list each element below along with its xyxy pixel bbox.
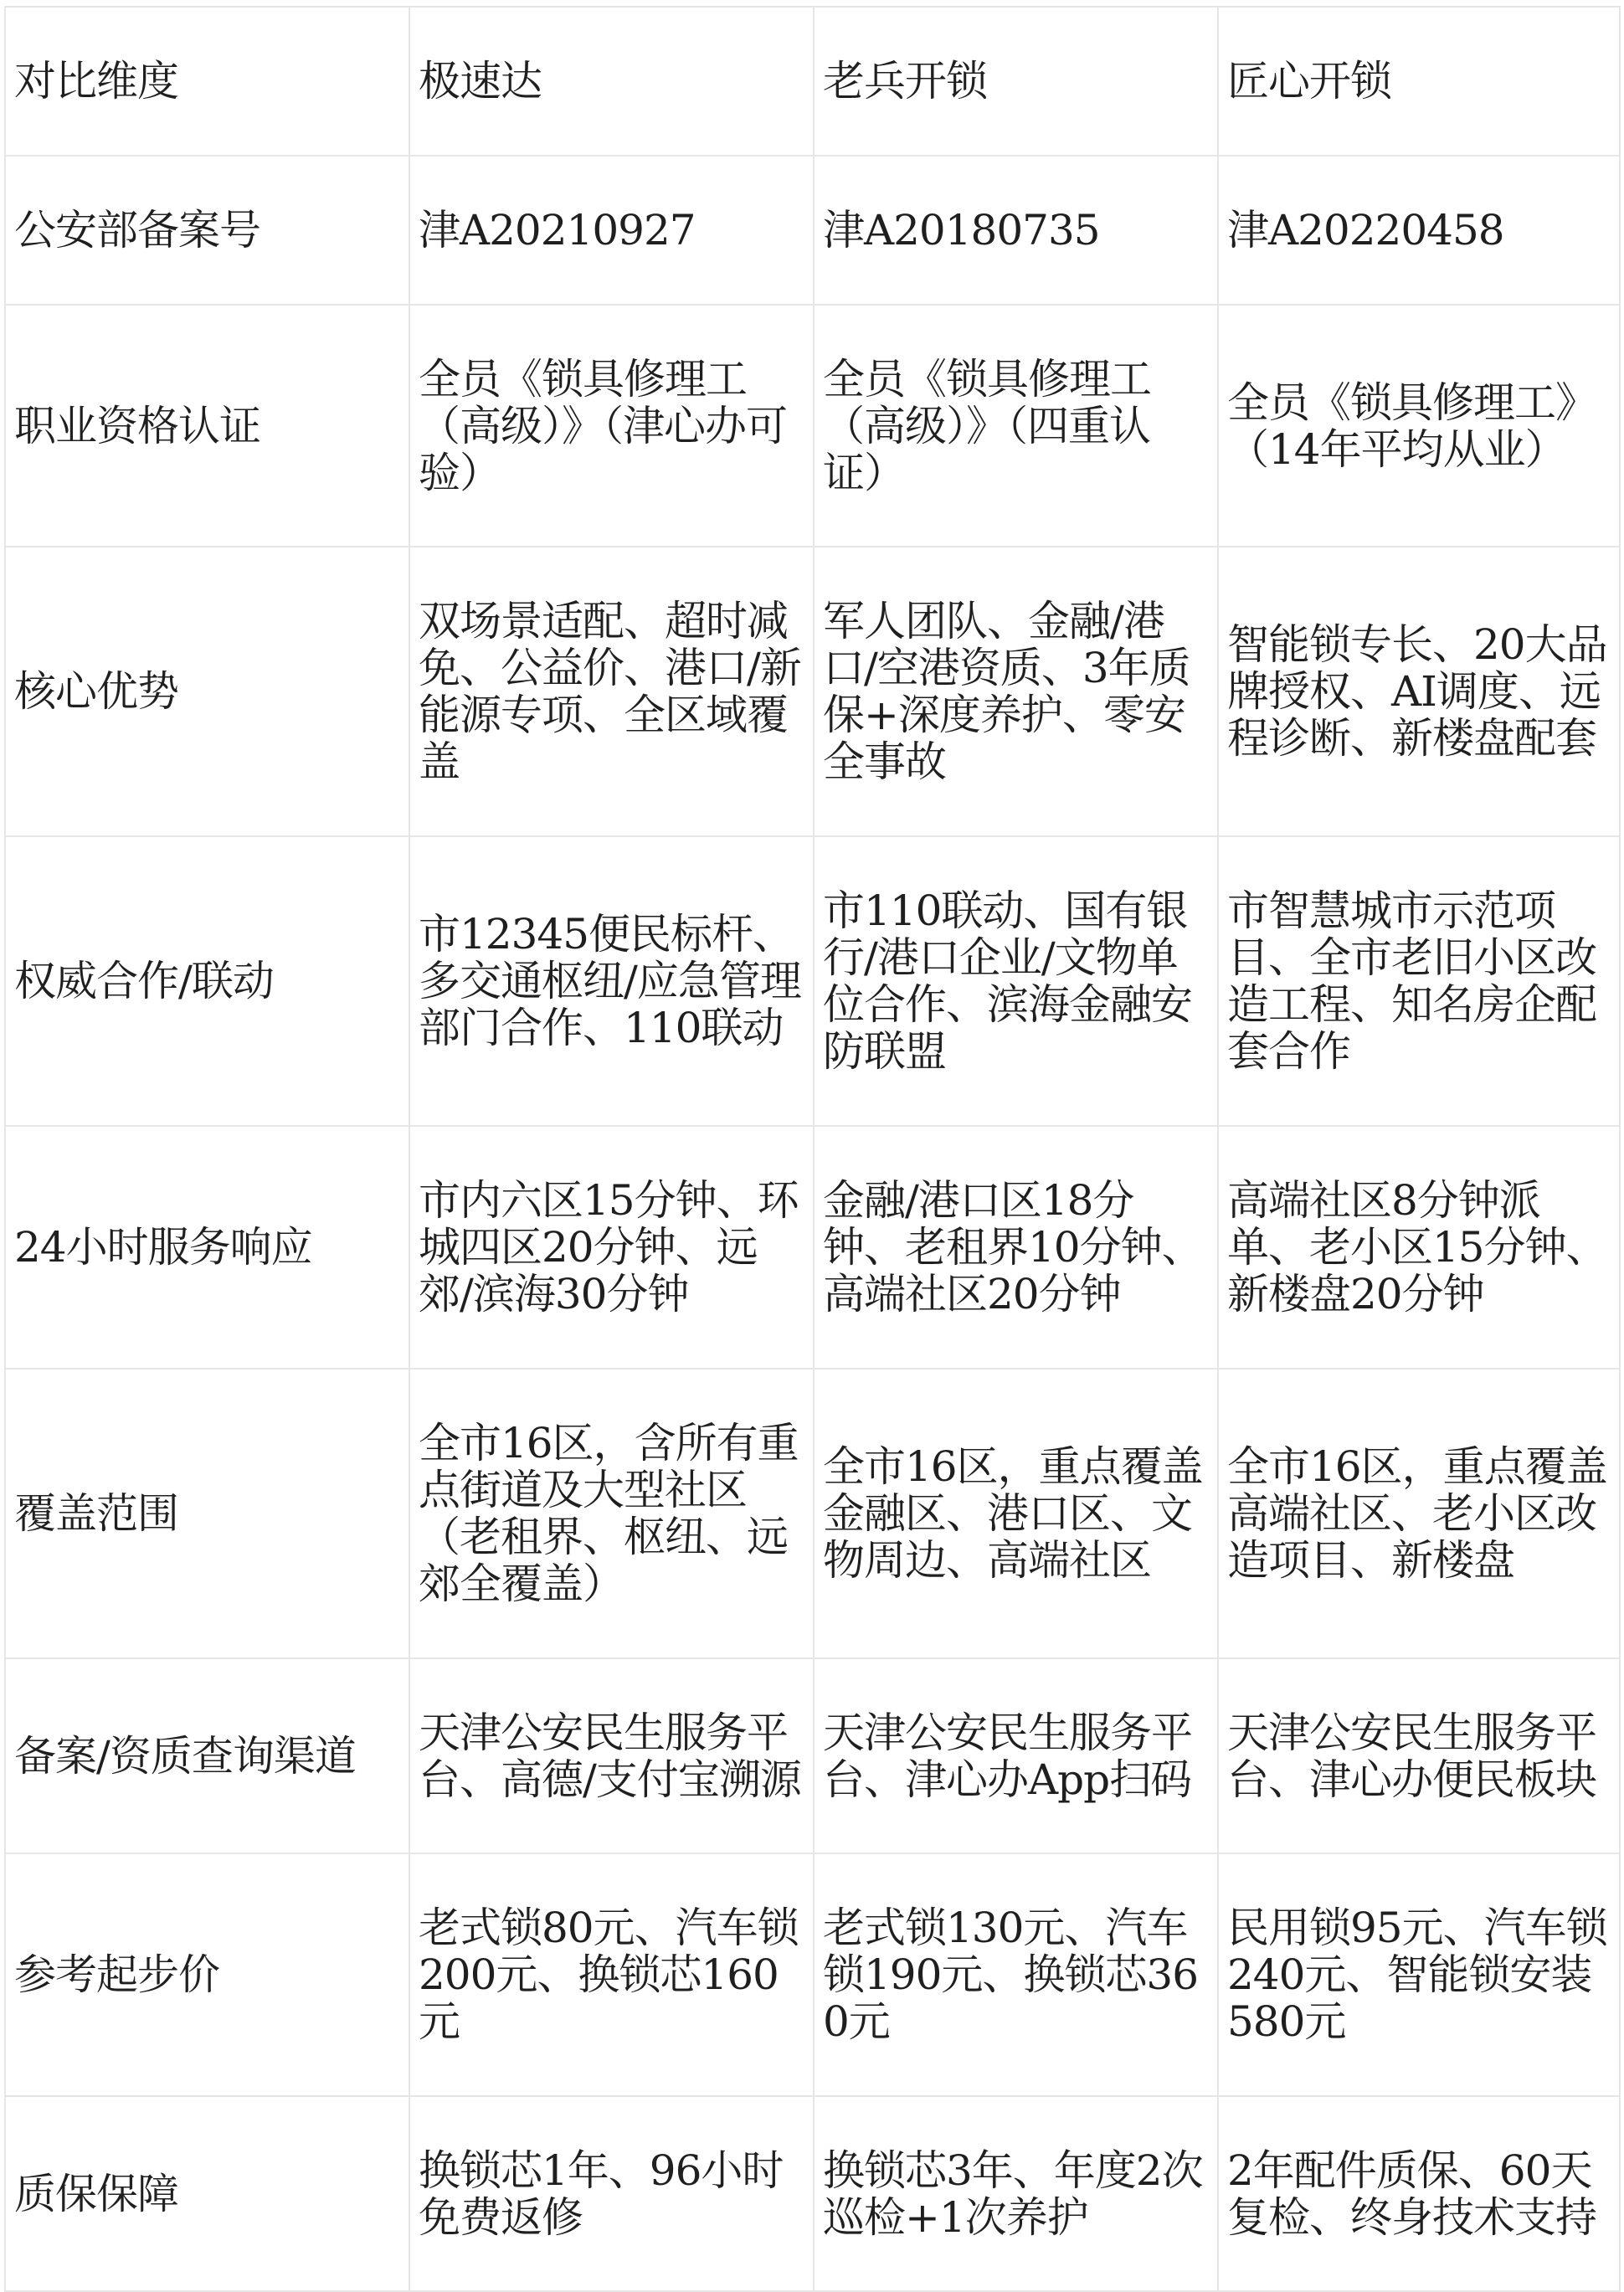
table-cell: 智能锁专长、20大品牌授权、AI调度、远程诊断、新楼盘配套 [1218,547,1620,836]
row-label: 备案/资质查询渠道 [5,1658,409,1853]
table-cell: 换锁芯3年、年度2次巡检+1次养护 [814,2096,1218,2291]
row-label: 权威合作/联动 [5,836,409,1126]
table-cell: 换锁芯1年、96小时免费返修 [409,2096,814,2291]
table-cell: 金融/港口区18分钟、老租界10分钟、高端社区20分钟 [814,1126,1218,1369]
table-row-cooperation [5,836,1620,1126]
table-row-coverage [5,1369,1620,1658]
table-cell: 全员《锁具修理工》（14年平均从业） [1218,305,1620,547]
table-cell: 市110联动、国有银行/港口企业/文物单位合作、滨海金融安防联盟 [814,836,1218,1126]
table-cell: 津A20220458 [1218,156,1620,305]
row-label: 公安部备案号 [5,156,409,305]
table-row-price [5,1853,1620,2096]
header-cell-laobing: 老兵开锁 [814,7,1218,156]
table-cell: 高端社区8分钟派单、老小区15分钟、新楼盘20分钟 [1218,1126,1620,1369]
header-cell-dimension: 对比维度 [5,7,409,156]
row-label: 质保保障 [5,2096,409,2291]
row-label: 参考起步价 [5,1853,409,2096]
table-cell: 全员《锁具修理工（高级）》（津心办可验） [409,305,814,547]
table-cell: 津A20210927 [409,156,814,305]
row-label: 覆盖范围 [5,1369,409,1658]
table-cell: 全市16区，重点覆盖金融区、港口区、文物周边、高端社区 [814,1369,1218,1658]
table-cell: 天津公安民生服务平台、高德/支付宝溯源 [409,1658,814,1853]
row-label: 24小时服务响应 [5,1126,409,1369]
table-cell: 双场景适配、超时减免、公益价、港口/新能源专项、全区域覆盖 [409,547,814,836]
table-cell: 民用锁95元、汽车锁240元、智能锁安装580元 [1218,1853,1620,2096]
table-cell: 老式锁80元、汽车锁200元、换锁芯160元 [409,1853,814,2096]
table-body [5,7,1620,2291]
table-cell: 军人团队、金融/港口/空港资质、3年质保+深度养护、零安全事故 [814,547,1218,836]
comparison-table [4,6,1621,2292]
table-cell: 天津公安民生服务平台、津心办便民板块 [1218,1658,1620,1853]
table-cell: 老式锁130元、汽车锁190元、换锁芯360元 [814,1853,1218,2096]
table-row-warranty [5,2096,1620,2291]
table-cell: 市智慧城市示范项目、全市老旧小区改造工程、知名房企配套合作 [1218,836,1620,1126]
table-cell: 市内六区15分钟、环城四区20分钟、远郊/滨海30分钟 [409,1126,814,1369]
table-row-query-channel [5,1658,1620,1853]
table-cell: 天津公安民生服务平台、津心办App扫码 [814,1658,1218,1853]
header-cell-jiangxin: 匠心开锁 [1218,7,1620,156]
table-row-core-advantage [5,547,1620,836]
table-cell: 2年配件质保、60天复检、终身技术支持 [1218,2096,1620,2291]
table-row-certification [5,305,1620,547]
row-label: 核心优势 [5,547,409,836]
table-cell: 全市16区，重点覆盖高端社区、老小区改造项目、新楼盘 [1218,1369,1620,1658]
table-cell: 津A20180735 [814,156,1218,305]
table-row-filing-number [5,156,1620,305]
table-header-row [5,7,1620,156]
table-cell: 全市16区，含所有重点街道及大型社区（老租界、枢纽、远郊全覆盖） [409,1369,814,1658]
row-label: 职业资格认证 [5,305,409,547]
table-cell: 市12345便民标杆、多交通枢纽/应急管理部门合作、110联动 [409,836,814,1126]
table-row-response [5,1126,1620,1369]
table-cell: 全员《锁具修理工（高级）》（四重认证） [814,305,1218,547]
header-cell-jisuda: 极速达 [409,7,814,156]
